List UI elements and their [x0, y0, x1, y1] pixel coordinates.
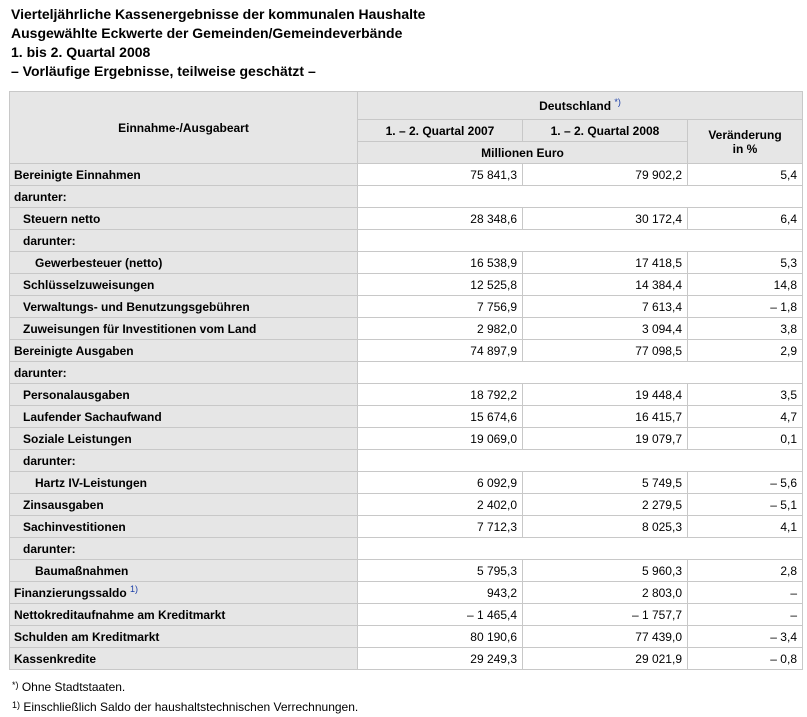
value-2008: 77 439,0	[523, 626, 688, 648]
value-2008: 29 021,9	[523, 648, 688, 670]
table-row	[10, 494, 803, 516]
row-label-text: Schlüsselzuweisungen	[23, 277, 155, 292]
table-row	[10, 208, 803, 230]
change-value: – 5,6	[688, 472, 803, 494]
row-label-text: Sachinvestitionen	[23, 519, 126, 534]
value-2007: 28 348,6	[358, 208, 523, 230]
value-2008: 5 960,3	[523, 560, 688, 582]
region-note-link[interactable]: *)	[614, 96, 621, 107]
value-2008: – 1 757,7	[523, 604, 688, 626]
table-row	[10, 362, 803, 384]
col-2007-header: 1. – 2. Quartal 2007	[358, 120, 523, 142]
table-row	[10, 406, 803, 428]
value-2008: 17 418,5	[523, 252, 688, 274]
footnote	[12, 697, 358, 717]
value-2007: 6 092,9	[358, 472, 523, 494]
value-2008: 8 025,3	[523, 516, 688, 538]
table-row	[10, 626, 803, 648]
row-label-text: Laufender Sachaufwand	[23, 409, 162, 424]
row-label	[10, 186, 358, 208]
change-value: 2,9	[688, 340, 803, 362]
change-value: – 5,1	[688, 494, 803, 516]
row-label	[10, 406, 358, 428]
table-row	[10, 604, 803, 626]
row-label-text: Nettokreditaufnahme am Kreditmarkt	[14, 607, 226, 622]
change-value: 5,3	[688, 252, 803, 274]
table-row	[10, 538, 803, 560]
row-label	[10, 582, 358, 604]
row-label-text: Zuweisungen für Investitionen vom Land	[23, 321, 257, 336]
row-label	[10, 340, 358, 362]
row-label-text: Steuern netto	[23, 211, 101, 226]
value-2008: 30 172,4	[523, 208, 688, 230]
row-label	[10, 230, 358, 252]
unit-header: Millionen Euro	[358, 142, 688, 164]
row-label	[10, 648, 358, 670]
table-row	[10, 516, 803, 538]
row-label-text: darunter:	[23, 233, 76, 248]
value-2008: 19 079,7	[523, 428, 688, 450]
row-label-text: Bereinigte Einnahmen	[14, 167, 141, 182]
empty-cell	[358, 230, 803, 252]
value-2007: 19 069,0	[358, 428, 523, 450]
value-2008: 2 279,5	[523, 494, 688, 516]
value-2008: 7 613,4	[523, 296, 688, 318]
value-2007: 7 712,3	[358, 516, 523, 538]
value-2007: 5 795,3	[358, 560, 523, 582]
change-header	[688, 120, 803, 164]
value-2008: 79 902,2	[523, 164, 688, 186]
row-label-text: darunter:	[14, 365, 67, 380]
change-value: 6,4	[688, 208, 803, 230]
value-2007: 2 402,0	[358, 494, 523, 516]
table-row	[10, 384, 803, 406]
row-label	[10, 274, 358, 296]
value-2008: 2 803,0	[523, 582, 688, 604]
row-label	[10, 538, 358, 560]
table-row	[10, 648, 803, 670]
row-label-header: Einnahme-/Ausgabeart	[10, 92, 358, 164]
results-table	[9, 91, 803, 670]
change-value: 3,8	[688, 318, 803, 340]
row-label	[10, 252, 358, 274]
change-value: 2,8	[688, 560, 803, 582]
empty-cell	[358, 450, 803, 472]
change-header-line2: in %	[732, 141, 758, 156]
row-label	[10, 626, 358, 648]
footnote-link[interactable]: 1)	[130, 583, 139, 594]
table-body	[10, 164, 803, 670]
value-2007: 943,2	[358, 582, 523, 604]
table-row	[10, 428, 803, 450]
value-2007: 75 841,3	[358, 164, 523, 186]
table-row	[10, 186, 803, 208]
period-title: 1. bis 2. Quartal 2008	[11, 44, 151, 60]
row-label-text: Hartz IV-Leistungen	[35, 475, 148, 490]
change-value: – 3,4	[688, 626, 803, 648]
value-2008: 3 094,4	[523, 318, 688, 340]
empty-cell	[358, 362, 803, 384]
page-subtitle: Ausgewählte Eckwerte der Gemeinden/Gemeindeverbände	[11, 25, 403, 41]
footnote	[12, 677, 358, 697]
row-label-text: darunter:	[23, 453, 76, 468]
value-2007: 29 249,3	[358, 648, 523, 670]
row-label-text: Personalausgaben	[23, 387, 130, 402]
row-label-text: Finanzierungssaldo	[14, 585, 127, 600]
change-value: – 1,8	[688, 296, 803, 318]
region-label: Deutschland	[539, 98, 612, 113]
value-2007: 15 674,6	[358, 406, 523, 428]
row-label	[10, 208, 358, 230]
change-value: –	[688, 604, 803, 626]
value-2007: 74 897,9	[358, 340, 523, 362]
value-2008: 5 749,5	[523, 472, 688, 494]
value-2008: 77 098,5	[523, 340, 688, 362]
footnote-text: Ohne Stadtstaaten.	[21, 680, 126, 694]
table-row	[10, 274, 803, 296]
value-2007: 16 538,9	[358, 252, 523, 274]
value-2008: 16 415,7	[523, 406, 688, 428]
row-label	[10, 318, 358, 340]
row-label-text: darunter:	[23, 541, 76, 556]
change-value: 4,1	[688, 516, 803, 538]
row-label	[10, 494, 358, 516]
row-label	[10, 516, 358, 538]
empty-cell	[358, 538, 803, 560]
page-title: Vierteljährliche Kassenergebnisse der kommunalen Haushalte	[11, 6, 426, 22]
row-label	[10, 362, 358, 384]
table-row	[10, 472, 803, 494]
row-label	[10, 428, 358, 450]
row-label-text: Kassenkredite	[14, 651, 97, 666]
change-value: 14,8	[688, 274, 803, 296]
row-label	[10, 164, 358, 186]
row-label-text: Zinsausgaben	[23, 497, 104, 512]
row-label-text: Soziale Leistungen	[23, 431, 132, 446]
change-value: –	[688, 582, 803, 604]
col-2008-header: 1. – 2. Quartal 2008	[523, 120, 688, 142]
table-row	[10, 560, 803, 582]
table-row	[10, 582, 803, 604]
footnote-mark: 1)	[12, 700, 21, 710]
row-label	[10, 560, 358, 582]
value-2007: 7 756,9	[358, 296, 523, 318]
value-2008: 19 448,4	[523, 384, 688, 406]
table-row	[10, 296, 803, 318]
change-value: 4,7	[688, 406, 803, 428]
row-label	[10, 472, 358, 494]
row-label-text: Schulden am Kreditmarkt	[14, 629, 160, 644]
status-title: – Vorläufige Ergebnisse, teilweise geschätzt –	[11, 63, 316, 79]
table-row	[10, 318, 803, 340]
title-block	[11, 5, 425, 81]
table-row	[10, 340, 803, 362]
value-2008: 14 384,4	[523, 274, 688, 296]
row-label	[10, 450, 358, 472]
footnote-mark: *)	[12, 680, 19, 690]
row-label-text: Bereinigte Ausgaben	[14, 343, 134, 358]
change-value: 3,5	[688, 384, 803, 406]
value-2007: 12 525,8	[358, 274, 523, 296]
change-value: 5,4	[688, 164, 803, 186]
value-2007: – 1 465,4	[358, 604, 523, 626]
row-label-text: Gewerbesteuer (netto)	[35, 255, 163, 270]
table-row	[10, 164, 803, 186]
table-row	[10, 252, 803, 274]
row-label-text: darunter:	[14, 189, 67, 204]
change-header-line1: Veränderung	[708, 127, 782, 142]
row-label	[10, 296, 358, 318]
value-2007: 2 982,0	[358, 318, 523, 340]
table-row	[10, 230, 803, 252]
change-value: 0,1	[688, 428, 803, 450]
empty-cell	[358, 186, 803, 208]
value-2007: 18 792,2	[358, 384, 523, 406]
region-header	[358, 92, 803, 120]
footnotes	[12, 677, 358, 717]
value-2007: 80 190,6	[358, 626, 523, 648]
table-row	[10, 450, 803, 472]
row-label	[10, 384, 358, 406]
row-label	[10, 604, 358, 626]
change-value: – 0,8	[688, 648, 803, 670]
row-label-text: Verwaltungs- und Benutzungsgebühren	[23, 299, 250, 314]
footnote-text: Einschließlich Saldo der haushaltstechnischen Verrechnungen.	[23, 700, 359, 714]
row-label-text: Baumaßnahmen	[35, 563, 129, 578]
